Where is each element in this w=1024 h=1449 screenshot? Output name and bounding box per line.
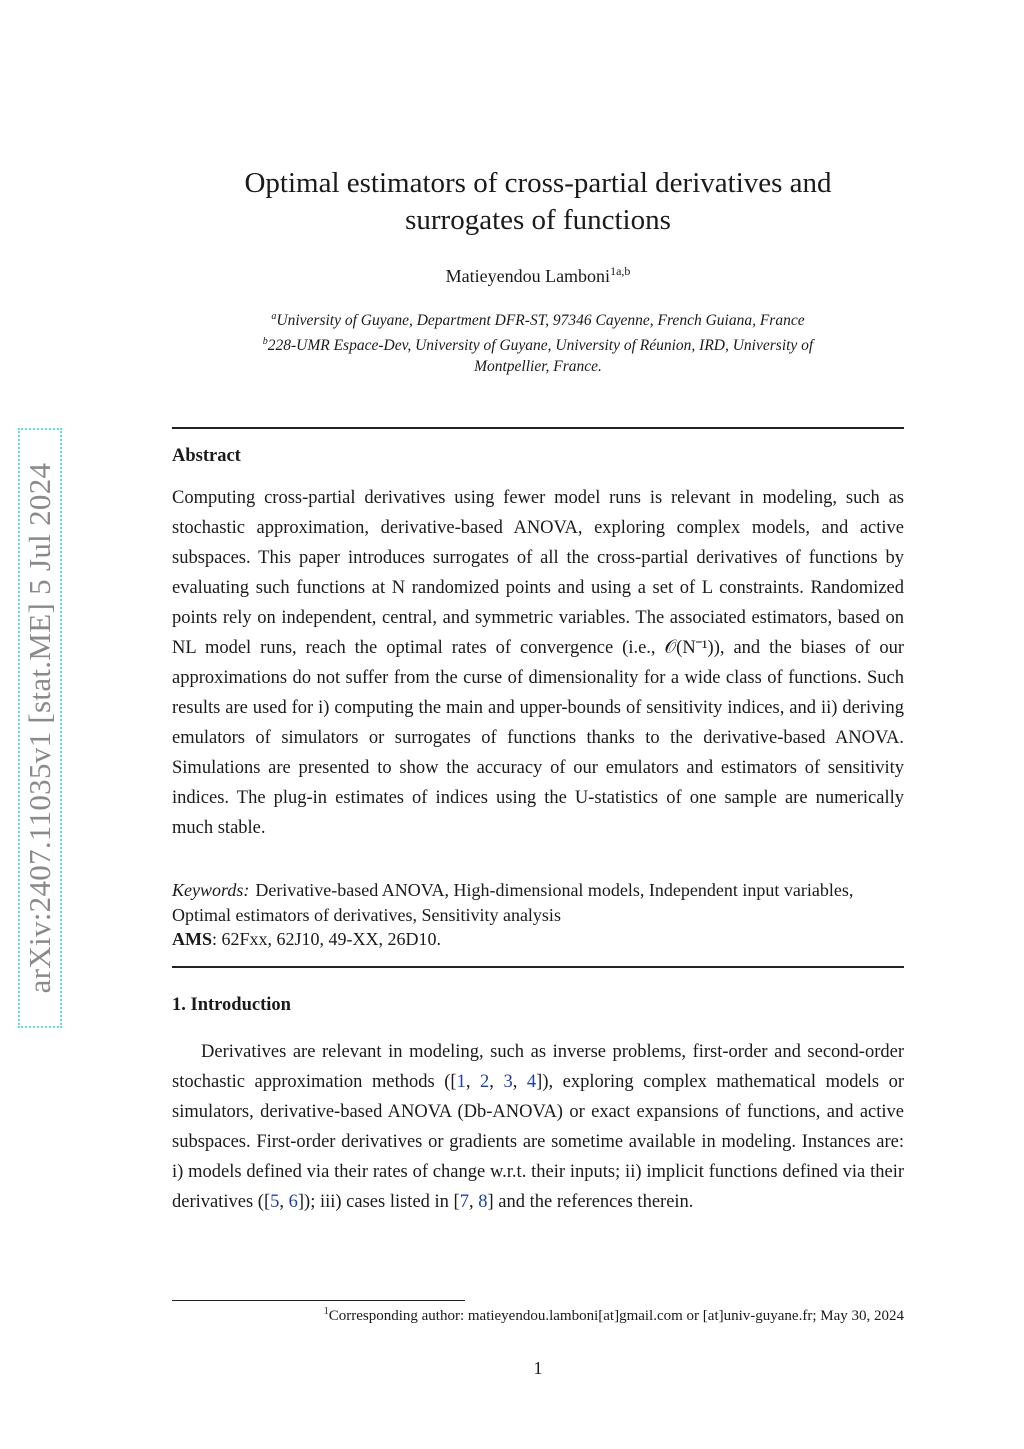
citation-link[interactable]: 1 [456,1072,466,1092]
page-number: 1 [533,1358,543,1378]
arxiv-identifier-stamp[interactable] [18,428,62,1028]
abstract-text: Computing cross-partial derivatives using fewer model runs is relevant in modeling, such as stochastic approximation, derivative-based ANOVA, exploring complex models, and active subspaces. This paper introduces surrogates of all the cross-partial derivatives of functions by evaluating such functions at N randomized points and using a set of L constraints. Randomized points rely on independent, central, and symmetric variables. The associated estimators, based on NL model runs, reach the optimal rates of convergence (i.e., 𝒪(N⁻¹)), and the biases of our approximations do not suffer from the curse of dimensionality for a wide class of functions. Such results are used for i) computing the main and upper-bounds of sensitivity indices, and ii) deriving emulators of simulators or surrogates of functions thanks to the derivative-based ANOVA. Simulations are presented to show the accuracy of our emulators and estimators of sensitivity indices. The plug-in estimates of indices using the U-statistics of one sample are numerically much stable. [172,488,904,838]
footnote-mark: 1 [323,1306,329,1317]
author-affiliation-marks: 1a,b [610,264,631,278]
ams-codes: : 62Fxx, 62J10, 49-XX, 26D10. [212,929,442,949]
footnote-rule [172,1300,465,1301]
affiliation-b-continued: Montpellier, France. [474,358,602,376]
author-line [172,264,904,287]
citation-link[interactable]: 6 [288,1192,298,1212]
footnote-text: Corresponding author: matieyendou.lamboni[at]gmail.com or [at]univ-guyane.fr; May 30, 2024 [328,1308,904,1324]
ams-classification [172,929,441,950]
abstract-bottom-rule [172,966,904,968]
author-name: Matieyendou Lamboni [445,266,611,286]
ams-label: AMS [172,929,212,949]
citation-link[interactable]: 8 [478,1192,488,1212]
citation-link[interactable]: 4 [526,1072,537,1092]
section-heading-introduction: 1. Introduction [172,995,291,1015]
citation-link[interactable]: 5 [270,1192,280,1212]
keywords-text: Derivative-based ANOVA, High-dimensional models, Independent input variables, Optimal estimators of derivatives, Sensitivity analysis [172,880,854,925]
citation-link[interactable]: 3 [503,1072,513,1092]
title-line-1: Optimal estimators of cross-partial derivatives and [244,167,832,199]
paper-title [172,165,904,239]
title-line-2: surrogates of functions [405,204,671,236]
affiliation-b: $^b$228-UMR Espace-Dev, University of Guyane, University of Réunion, IRD, University of [262,336,814,355]
citation-link[interactable]: 7 [459,1192,469,1212]
abstract-top-rule [172,427,904,429]
abstract-heading: Abstract [172,446,241,466]
arxiv-identifier-text: arXiv:2407.11035v1 [stat.ME] 5 Jul 2024 [22,462,57,994]
affiliations [195,306,881,377]
keywords [172,878,872,928]
footnote [172,1306,904,1325]
keywords-label: Keywords: [172,880,250,900]
citation-link[interactable]: 2 [480,1072,490,1092]
introduction-paragraph: Derivatives are relevant in modeling, such as inverse problems, first-order and second-order stochastic approximation methods ([1, 2, 3, 4]), exploring complex mathematical models or simulators, derivative-based ANOVA (Db-ANOVA) or exact expansions of functions, and active subspaces. First-order derivatives or gradients are sometime available in modeling. Instances are: i) models defined via their rates of change w.r.t. their inputs; ii) implicit functions defined via their derivatives ([5, 6]); iii) cases listed in [7, 8] and the references therein. [172,1042,905,1212]
affiliation-a: $^a$University of Guyane, Department DFR-ST, 97346 Cayenne, French Guiana, France [271,311,805,330]
